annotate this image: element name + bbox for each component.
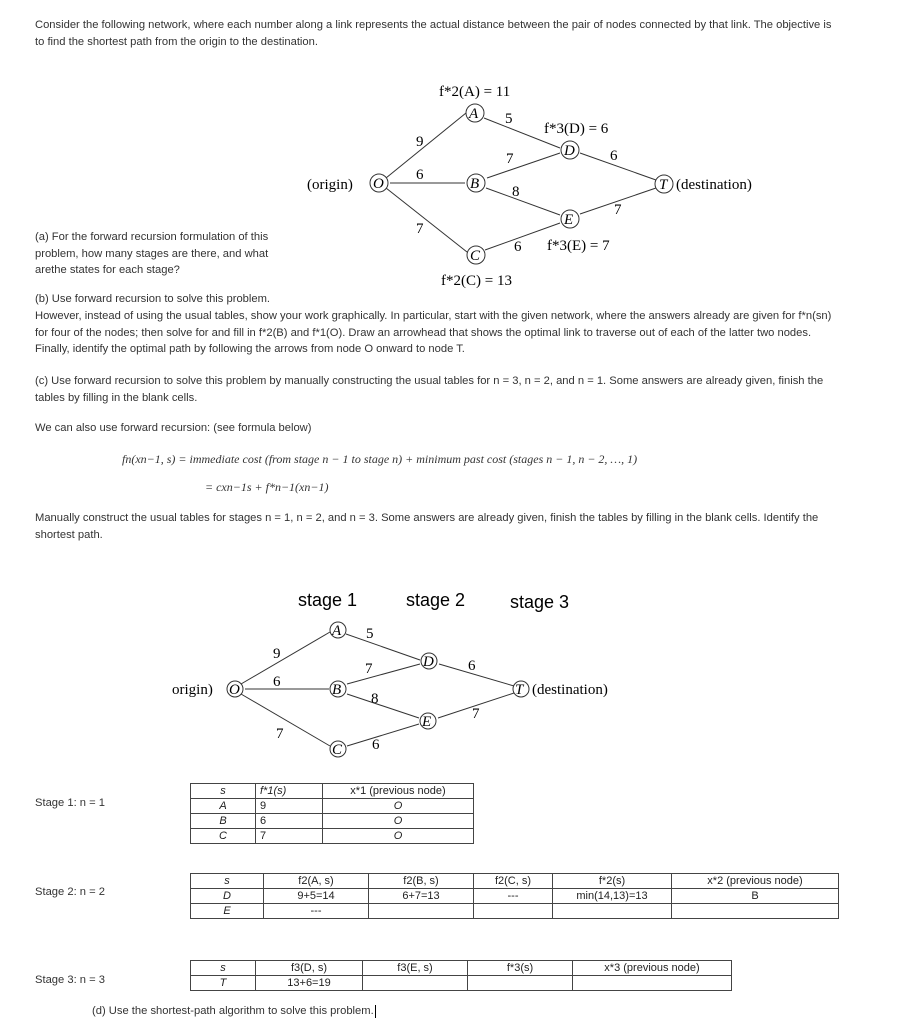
svg-text:7: 7 xyxy=(472,706,480,722)
stage-3-label: stage 3 xyxy=(510,592,570,612)
weight-OC: 7 xyxy=(416,221,424,237)
label-fA: f*2(A) = 11 xyxy=(439,84,511,100)
text-cursor xyxy=(375,1005,376,1018)
node-E-label: E xyxy=(564,212,574,228)
svg-text:T: T xyxy=(515,682,524,698)
node-A-label: A xyxy=(469,106,479,122)
stage-3-table: s f3(D, s) f3(E, s) f*3(s) x*3 (previous node) T 13+6=19 xyxy=(190,960,732,991)
svg-text:D: D xyxy=(423,654,434,670)
edge-OA xyxy=(386,113,466,178)
svg-text:6: 6 xyxy=(468,658,476,674)
destination-label-2: (destination) xyxy=(532,682,608,698)
svg-text:O: O xyxy=(229,682,240,698)
svg-text:7: 7 xyxy=(276,726,284,742)
origin-label-2: origin) xyxy=(172,682,213,698)
weight-OA: 9 xyxy=(416,134,424,150)
origin-label: (origin) xyxy=(307,177,353,193)
stage-2-table: s f2(A, s) f2(B, s) f2(C, s) f*2(s) x*2 (previous node) D 9+5=14 6+7=13 --- min(14,13)=13 B E --- xyxy=(190,873,839,919)
destination-label: (destination) xyxy=(676,177,752,193)
intro-text: Consider the following network, where each number along a link represents the actual distance between the pair of nodes connected by that link. The objective is to find the shortest path from the origin to the destination. xyxy=(35,19,832,48)
manual-text: Manually construct the usual tables for stages n = 1, n = 2, and n = 3. Some answers are already given, finish the tables by filling in the blank cells. Identify the shortest path. xyxy=(35,512,819,541)
stage-1-label: stage 1 xyxy=(298,590,358,610)
label-fE: f*3(E) = 7 xyxy=(547,238,610,254)
node-O-label: O xyxy=(373,176,384,192)
edge-OC xyxy=(386,188,467,252)
formula-line-1: fn(xn−1, s) = immediate cost (from stage n − 1 to stage n) + minimum past cost (stages n − 1, n − 2, …, 1) xyxy=(122,452,638,466)
weight-ET: 7 xyxy=(614,202,622,218)
edges-1 xyxy=(386,113,656,252)
weight-DT: 6 xyxy=(610,148,618,164)
svg-text:7: 7 xyxy=(365,661,373,677)
stage-2-label: stage 2 xyxy=(406,590,466,610)
svg-text:B: B xyxy=(332,682,342,698)
svg-text:8: 8 xyxy=(371,691,379,707)
weight-AD: 5 xyxy=(505,111,513,127)
weight-OB: 6 xyxy=(416,167,424,183)
svg-text:E: E xyxy=(422,714,432,730)
stage-1-table: s f*1(s) x*1 (previous node) A 9 O B 6 O C 7 O xyxy=(190,783,474,844)
part-b-title: (b) Use forward recursion to solve this problem. xyxy=(35,293,271,305)
formula-line-2: = cxn−1s + f*n−1(xn−1) xyxy=(205,480,329,494)
part-b-body: However, instead of using the usual tables, show your work graphically. In particular, start with the given network, where the answers already are given for f*n(sn) for four of the nodes; then solve for and fill in f*2(B) and f*1(O). Draw an arrowhead that shows the optimal link to traverse out of each of the latter two nodes. Finally, identify the optimal path by following the arrows from node O onward to node T. xyxy=(35,310,832,355)
svg-text:5: 5 xyxy=(366,626,374,642)
part-d-text: (d) Use the shortest-path algorithm to solve this problem. xyxy=(92,1005,374,1017)
svg-text:9: 9 xyxy=(273,646,281,662)
svg-text:A: A xyxy=(332,623,342,639)
svg-text:6: 6 xyxy=(372,737,380,753)
stage-1-row-label: Stage 1: n = 1 xyxy=(35,797,105,809)
label-fC: f*2(C) = 13 xyxy=(441,273,512,289)
edge-DT xyxy=(580,153,656,180)
recursion-intro: We can also use forward recursion: (see formula below) xyxy=(35,422,312,434)
label-fD: f*3(D) = 6 xyxy=(544,121,609,137)
edge-BE xyxy=(486,188,560,215)
stage-3-row-label: Stage 3: n = 3 xyxy=(35,974,105,986)
edge-BD xyxy=(487,153,560,178)
node-C-label: C xyxy=(470,248,481,264)
weight-BE: 8 xyxy=(512,184,520,200)
svg-text:C: C xyxy=(332,742,343,758)
weight-CE: 6 xyxy=(514,239,522,255)
node-B-label: B xyxy=(470,176,480,192)
stage-2-row-label: Stage 2: n = 2 xyxy=(35,886,105,898)
node-D-label: D xyxy=(564,143,575,159)
svg-text:6: 6 xyxy=(273,674,281,690)
part-c-text: (c) Use forward recursion to solve this problem by manually constructing the usual tables for n = 3, n = 2, and n = 1. Some answers are already given, finish the tables by filling in the blank cells. xyxy=(35,375,824,404)
node-T-label: T xyxy=(659,177,668,193)
weight-BD: 7 xyxy=(506,151,514,167)
part-a-text: (a) For the forward recursion formulation of this problem, how many stages are there, and what arethe states for each stage? xyxy=(35,231,269,276)
